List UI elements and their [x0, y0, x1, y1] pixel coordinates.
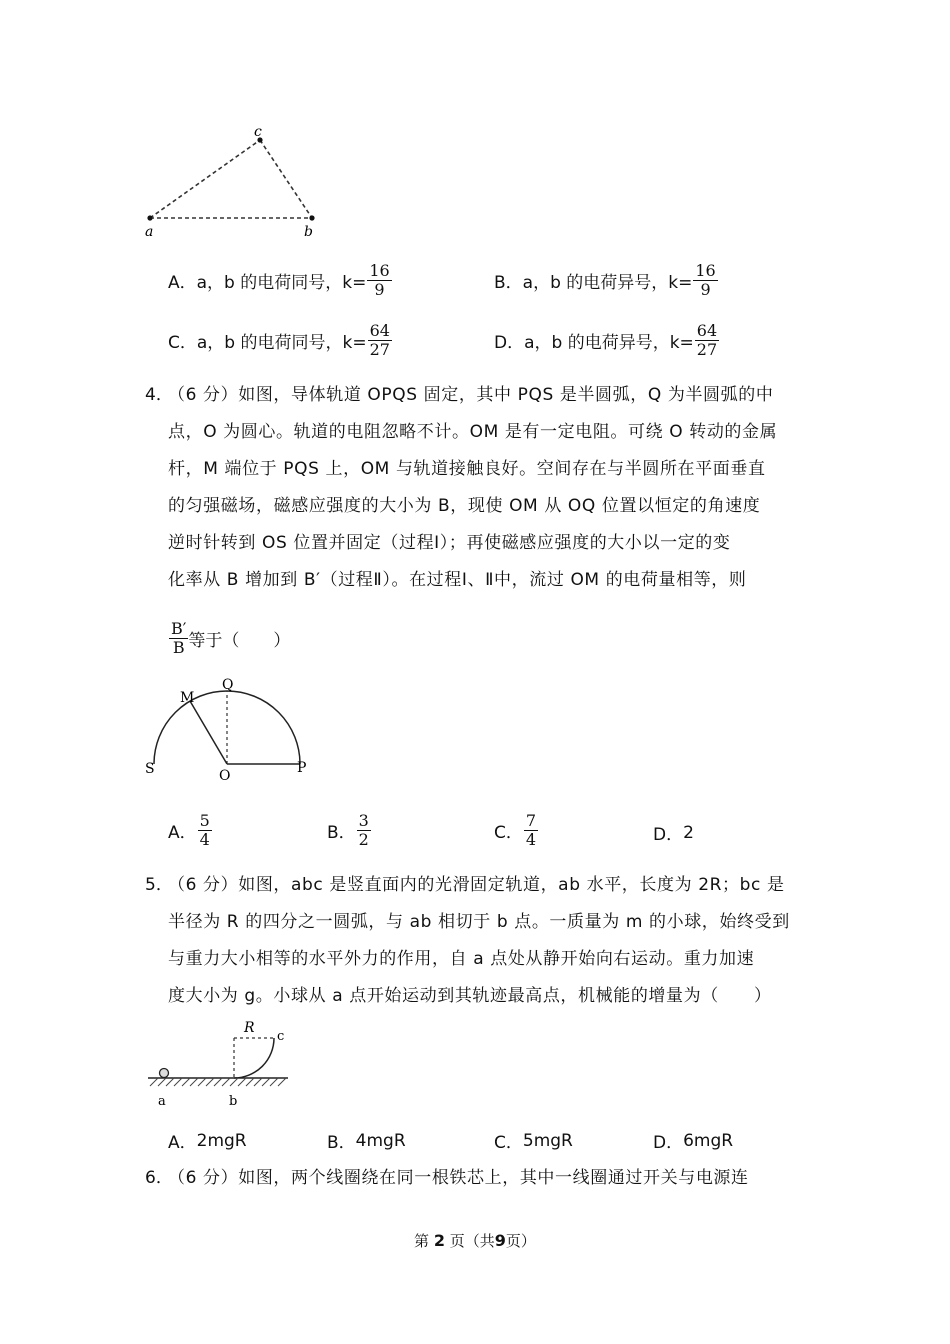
- fraction-denominator: 27: [696, 340, 718, 359]
- option-letter: B．: [494, 273, 523, 293]
- fraction-denominator: 9: [374, 280, 385, 299]
- option-value: 2mgR: [196, 1130, 247, 1151]
- option-letter: B．: [327, 823, 356, 843]
- fraction-denominator: B: [172, 638, 185, 657]
- fraction: [693, 262, 717, 299]
- point-b: [309, 215, 314, 220]
- footer-total-pages: 9: [494, 1231, 506, 1250]
- question-4-line: 点，O 为圆心。轨道的电阻忽略不计。OM 是有一定电阻。可绕 O 转动的金属: [168, 422, 778, 442]
- q4-option-a[interactable]: [168, 812, 212, 849]
- fraction-numerator: 16: [695, 261, 716, 280]
- q5-option-d[interactable]: [653, 1128, 733, 1153]
- question-5-line: （6 分）如图，abc 是竖直面内的光滑固定轨道，ab 水平，长度为 2R；bc 是: [168, 875, 785, 895]
- q5-option-b[interactable]: [327, 1128, 406, 1153]
- fraction-numerator: 3: [358, 811, 369, 830]
- label-s: S: [145, 761, 155, 777]
- question-5-line: 度大小为 g。小球从 a 点开始运动到其轨迹最高点，机械能的增量为（ ）: [168, 986, 772, 1006]
- label-m: M: [180, 690, 195, 706]
- option-text: a，b 的电荷同号，k=: [196, 333, 367, 353]
- ratio-fraction: [169, 620, 188, 657]
- edge-ac: [150, 140, 260, 218]
- label-a: a: [145, 224, 154, 240]
- label-a: a: [158, 1094, 166, 1109]
- question-6-line: （6 分）如图，两个线圈绕在同一根铁芯上，其中一线圈通过开关与电源连: [168, 1168, 749, 1188]
- fraction-numerator: B′: [171, 619, 187, 638]
- q5-option-c[interactable]: [494, 1128, 573, 1153]
- question-5-line: 与重力大小相等的水平外力的作用，自 a 点处从静开始向右运动。重力加速: [168, 949, 755, 969]
- option-letter: A．: [168, 1133, 197, 1153]
- question-6-number: 6．: [145, 1168, 173, 1188]
- option-value: 6mgR: [683, 1130, 734, 1151]
- option-letter: B．: [327, 1133, 356, 1153]
- label-q: Q: [222, 677, 234, 693]
- question-4-ratio: [168, 620, 290, 657]
- question-4-line: 化率从 B 增加到 B′（过程Ⅱ）。在过程Ⅰ、Ⅱ中，流过 OM 的电荷量相等，则: [168, 570, 747, 590]
- q3-option-c[interactable]: [168, 322, 392, 359]
- footer-mid: 页（共: [449, 1232, 495, 1250]
- question-4-line: 的匀强磁场，磁感应强度的大小为 B，现使 OM 从 OQ 位置以恒定的角速度: [168, 496, 761, 516]
- fraction-denominator: 27: [369, 340, 390, 359]
- question-4-number: 4．: [145, 385, 173, 405]
- q3-option-a[interactable]: [168, 262, 392, 299]
- point-a: [147, 215, 152, 220]
- fraction-denominator: 4: [199, 830, 210, 849]
- option-letter: D．: [494, 333, 525, 353]
- rod-om: [190, 701, 227, 764]
- question-4-line: 逆时针转到 OS 位置并固定（过程Ⅰ）；再使磁感应强度的大小以一定的变: [168, 533, 731, 553]
- arc-bc: [234, 1038, 274, 1078]
- q4-option-d[interactable]: [653, 820, 694, 845]
- option-letter: A．: [168, 273, 197, 293]
- question-5-line: 半径为 R 的四分之一圆弧，与 ab 相切于 b 点。一质量为 m 的小球，始终受到: [168, 912, 790, 932]
- option-letter: C．: [168, 333, 197, 353]
- ground-hatching: [150, 1078, 286, 1086]
- label-r: R: [244, 1020, 255, 1036]
- track-abc-figure: [140, 1016, 300, 1111]
- footer-pre: 第: [414, 1232, 430, 1250]
- option-text: a，b 的电荷异号，k=: [524, 333, 694, 353]
- fraction: [198, 812, 212, 849]
- option-value: 2: [683, 822, 694, 843]
- label-b: b: [229, 1094, 238, 1109]
- ratio-tail: 等于（ ）: [188, 631, 291, 651]
- q3-option-b[interactable]: [494, 262, 718, 299]
- label-o: O: [219, 768, 231, 784]
- fraction: [367, 262, 391, 299]
- label-c: c: [277, 1029, 285, 1044]
- question-4-line: 杆，M 端位于 PQS 上，OM 与轨道接触良好。空间存在与半圆所在平面垂直: [168, 459, 766, 479]
- ball: [160, 1069, 169, 1078]
- fraction-denominator: 2: [358, 830, 369, 849]
- q4-option-c[interactable]: [494, 812, 538, 849]
- question-4-line: （6 分）如图，导体轨道 OPQS 固定，其中 PQS 是半圆弧，Q 为半圆弧的中: [168, 385, 774, 405]
- footer-page-number: 2: [433, 1231, 445, 1250]
- option-letter: A．: [168, 823, 197, 843]
- question-5-number: 5．: [145, 875, 173, 895]
- fraction-numerator: 5: [199, 811, 210, 830]
- q4-option-b[interactable]: [327, 812, 371, 849]
- page-footer: [0, 1230, 950, 1251]
- option-letter: D．: [653, 1133, 684, 1153]
- fraction: [524, 812, 538, 849]
- option-text: a，b 的电荷同号，k=: [196, 273, 367, 293]
- fraction-denominator: 9: [700, 280, 711, 299]
- triangle-abc-figure: [140, 120, 330, 245]
- option-text: a，b 的电荷异号，k=: [522, 273, 693, 293]
- fraction-numerator: 7: [525, 811, 537, 830]
- fraction-numerator: 16: [369, 261, 390, 280]
- label-p: P: [297, 760, 307, 776]
- option-letter: C．: [494, 1133, 523, 1153]
- fraction-numerator: 64: [369, 321, 390, 340]
- option-letter: D．: [653, 825, 684, 845]
- fraction: [357, 812, 371, 849]
- fraction: [695, 322, 719, 359]
- option-value: 5mgR: [522, 1130, 573, 1151]
- fraction-denominator: 4: [525, 830, 537, 849]
- option-value: 4mgR: [355, 1130, 406, 1151]
- fraction-numerator: 64: [696, 321, 718, 340]
- footer-post: 页）: [505, 1232, 536, 1250]
- option-letter: C．: [494, 823, 523, 843]
- q3-option-d[interactable]: [494, 322, 719, 359]
- fraction: [368, 322, 392, 359]
- semicircle-track-figure: [140, 676, 320, 786]
- label-b: b: [304, 224, 313, 240]
- q5-option-a[interactable]: [168, 1128, 247, 1153]
- label-c: c: [254, 124, 262, 140]
- edge-cb: [260, 140, 312, 218]
